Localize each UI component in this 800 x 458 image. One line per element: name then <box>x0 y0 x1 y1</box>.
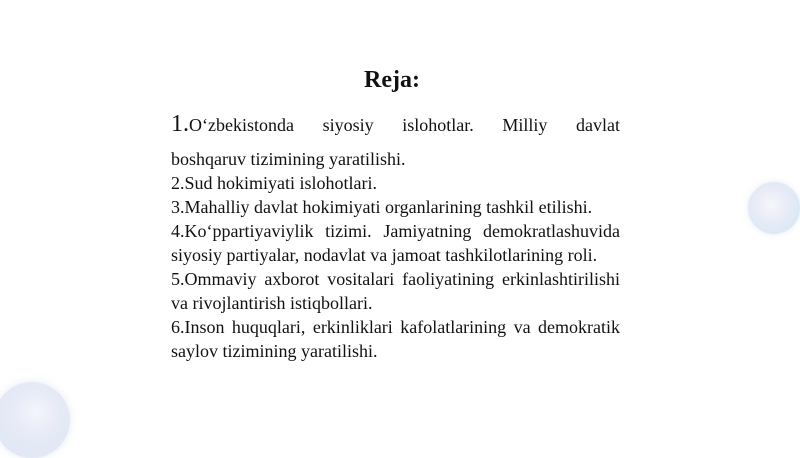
plan-item-2: 2.Sud hokimiyati islohotlari. <box>171 173 377 193</box>
plan-item-5: 5.Ommaviy axborot vositalari faoliyatining erkinlashtirilishi va rivojlantirish istiqbollari. <box>171 269 620 313</box>
decorative-bubble-left <box>0 382 70 458</box>
plan-item-1-line1: O‘zbekistonda siyosiy islohotlar. Milliy davlat <box>189 115 620 135</box>
plan-item-1-number: 1. <box>171 111 189 137</box>
plan-item-6: 6.Inson huquqlari, erkinliklari kafolatlarining va demokratik saylov tizimining yaratilishi. <box>171 317 620 361</box>
plan-item-1-first-line <box>171 110 620 139</box>
plan-item-4: 4.Ko‘ppartiyaviylik tizimi. Jamiyatning demokratlashuvida siyosiy partiyalar, nodavlat va jamoat tashkilotlarining roli. <box>171 221 620 265</box>
decorative-bubble-right <box>748 182 800 234</box>
plan-item-1-line2: boshqaruv tizimining yaratilishi. <box>171 149 406 169</box>
plan-item-3: 3.Mahalliy davlat hokimiyati organlarining tashkil etilishi. <box>171 197 593 217</box>
plan-item-1 <box>171 110 620 171</box>
slide-title: Reja: <box>364 67 420 93</box>
plan-list <box>171 110 620 363</box>
